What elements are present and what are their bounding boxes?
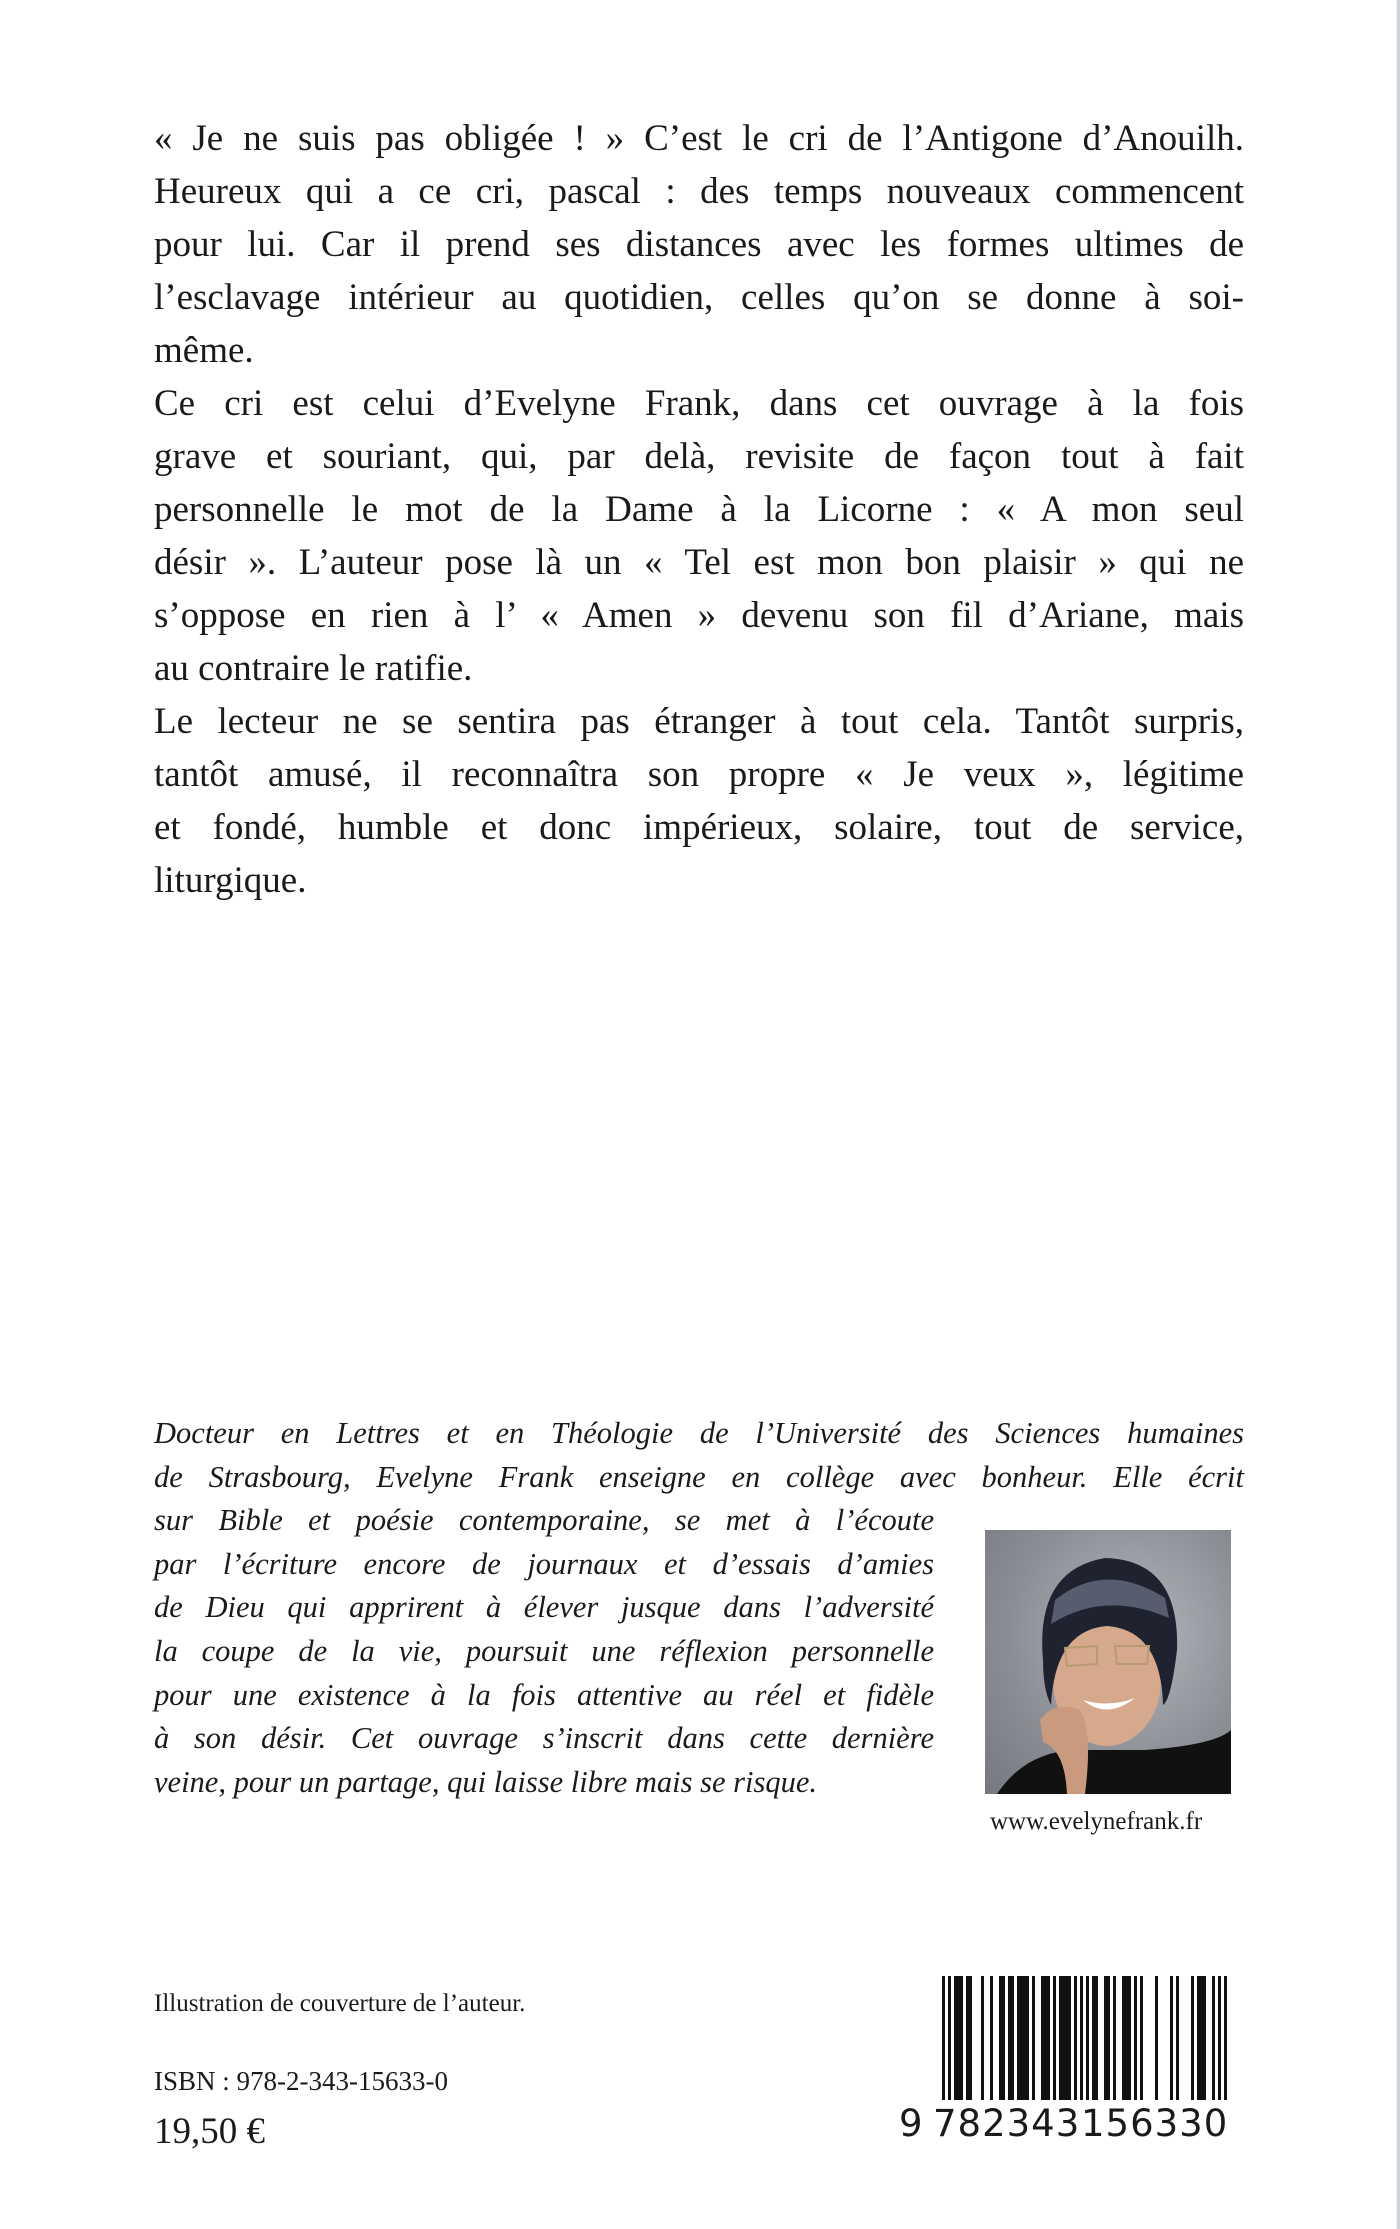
blurb-line: même. <box>154 330 254 371</box>
bio-line: de Dieu qui apprirent à élever jusque dans l’adversité <box>154 1590 934 1625</box>
barcode-bar <box>1026 1976 1029 2118</box>
barcode-bar <box>1113 1976 1116 2118</box>
isbn: ISBN : 978-2-343-15633-0 <box>154 2066 448 2096</box>
barcode-bar <box>1074 1976 1077 2118</box>
barcode-digits <box>898 2100 1232 2148</box>
blurb-line: tantôt amusé, il reconnaîtra son propre « Je veux », légitime <box>154 754 1244 795</box>
bio-line: de Strasbourg, Evelyne Frank enseigne en collège avec bonheur. Elle écrit <box>154 1459 1244 1494</box>
isbn-barcode <box>898 1976 1232 2148</box>
blurb-paragraph-3 <box>154 695 1244 907</box>
blurb-line: Le lecteur ne se sentira pas étranger à tout cela. Tantôt surpris, <box>154 701 1244 742</box>
barcode-bar <box>1053 1976 1056 2118</box>
price: 19,50 € <box>154 2111 265 2152</box>
barcode-bar <box>1068 1976 1071 2118</box>
author-photo <box>985 1530 1231 1794</box>
author-website: www.evelynefrank.fr <box>990 1808 1203 1835</box>
bio-line: à son désir. Cet ouvrage s’inscrit dans cette dernière <box>154 1721 934 1756</box>
barcode-bar <box>1128 1976 1131 2118</box>
barcode-right-digits: 156330 <box>1080 2100 1229 2148</box>
spine-edge <box>1396 0 1400 2229</box>
back-cover-blurb <box>154 112 1244 907</box>
blurb-paragraph-1 <box>154 112 1244 377</box>
bio-line: veine, pour un partage, qui laisse libre mais se risque. <box>154 1764 818 1799</box>
blurb-line: et fondé, humble et donc impérieux, solaire, tout de service, <box>154 807 1244 848</box>
barcode-bar <box>990 1976 993 2118</box>
bio-line: par l’écriture encore de journaux et d’essais d’amies <box>154 1546 934 1581</box>
barcode-bar <box>1191 1976 1194 2118</box>
blurb-line: désir ». L’auteur pose là un « Tel est mon bon plaisir » qui ne <box>154 542 1244 583</box>
barcode-bar <box>1176 1976 1179 2118</box>
bio-line: Docteur en Lettres et en Théologie de l’Université des Sciences humaines <box>154 1416 1244 1450</box>
blurb-line: s’oppose en rien à l’ « Amen » devenu son fil d’Ariane, mais <box>154 595 1244 636</box>
barcode-bar <box>960 1976 963 2118</box>
bio-line: la coupe de la vie, poursuit une réflexion personnelle <box>154 1633 934 1668</box>
barcode-bar <box>969 1976 972 2118</box>
bio-line: sur Bible et poésie contemporaine, se met à l’écoute <box>154 1503 934 1538</box>
barcode-bar <box>1011 1976 1014 2118</box>
blurb-line: l’esclavage intérieur au quotidien, celles qu’on se donne à soi- <box>154 277 1244 318</box>
barcode-bar <box>981 1976 984 2118</box>
blurb-line: « Je ne suis pas obligée ! » C’est le cri de l’Antigone d’Anouilh. <box>154 118 1244 159</box>
barcode-bar <box>1212 1976 1215 2118</box>
barcode-bar <box>1134 1976 1137 2118</box>
blurb-line: Ce cri est celui d’Evelyne Frank, dans cet ouvrage à la fois <box>154 383 1244 424</box>
blurb-line: Heureux qui a ce cri, pascal : des temps nouveaux commencent <box>154 171 1244 212</box>
cover-illustration-credit: Illustration de couverture de l’auteur. <box>154 1990 526 2017</box>
blurb-line: pour lui. Car il prend ses distances avec les formes ultimes de <box>154 224 1244 265</box>
barcode-bar <box>1155 1976 1158 2118</box>
barcode-bar <box>1095 1976 1098 2118</box>
barcode-bar <box>1107 1976 1110 2118</box>
blurb-line: au contraire le ratifie. <box>154 648 473 689</box>
barcode-bar <box>1002 1976 1005 2118</box>
barcode-bar <box>1170 1976 1173 2118</box>
barcode-left-digits: 782343 <box>932 2100 1081 2148</box>
blurb-line: grave et souriant, qui, par delà, revisite de façon tout à fait <box>154 436 1244 477</box>
barcode-bar <box>1203 1976 1206 2118</box>
barcode-bar <box>1047 1976 1050 2118</box>
blurb-paragraph-2 <box>154 377 1244 695</box>
barcode-first-digit: 9 <box>898 2100 925 2148</box>
bio-line: pour une existence à la fois attentive au réel et fidèle <box>154 1677 934 1712</box>
barcode-bar <box>1032 1976 1035 2118</box>
barcode-bar <box>1140 1976 1143 2118</box>
blurb-line: liturgique. <box>154 860 307 901</box>
blurb-line: personnelle le mot de la Dame à la Licorne : « A mon seul <box>154 489 1244 530</box>
